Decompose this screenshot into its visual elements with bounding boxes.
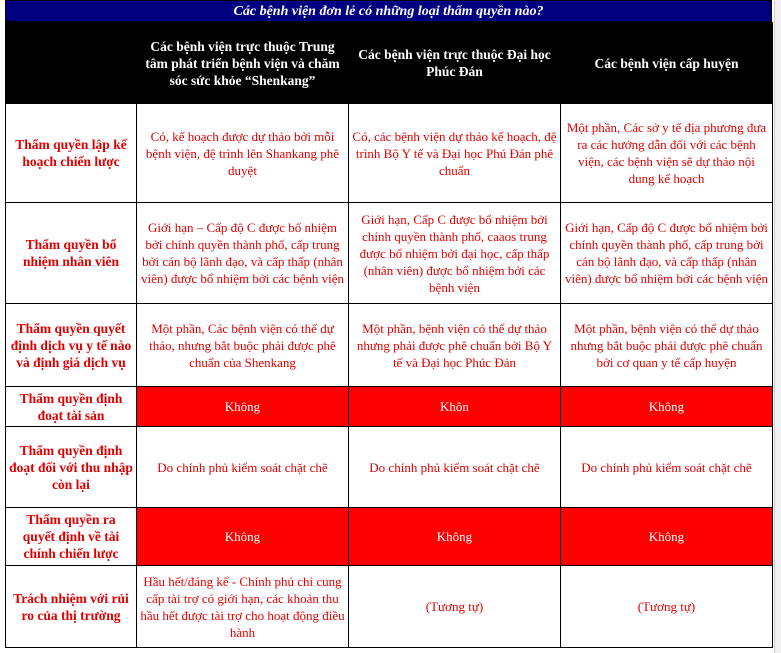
row-label: Trách nhiệm với rủi ro của thị trường bbox=[6, 566, 137, 648]
row-label: Thẩm quyền ra quyết định về tài chính chiến lược bbox=[6, 508, 137, 566]
table-cell: (Tương tự) bbox=[561, 566, 773, 648]
table-row bbox=[6, 427, 773, 508]
table-cell: Do chính phủ kiểm soát chặt chẽ bbox=[137, 427, 349, 508]
table-row bbox=[6, 203, 773, 304]
table-cell: Có, kế hoạch được dự thảo bởi mỗi bệnh viện, đệ trình lên Shankang phê duyệt bbox=[137, 104, 349, 203]
table-cell: Khôn bbox=[349, 387, 561, 427]
table-cell: Không bbox=[137, 387, 349, 427]
table-cell: Một phần, bệnh viện có thể dự thảo nhưng phải được phê chuẩn bởi Bộ Y tế và Đại học Phúc Đán bbox=[349, 304, 561, 387]
window-edge bbox=[774, 0, 781, 653]
header-cell-district: Các bệnh viện cấp huyện bbox=[561, 23, 773, 104]
row-label: Thẩm quyền định đoạt tài sản bbox=[6, 387, 137, 427]
table-cell: Giới hạn, Cấp độ C được bổ nhiệm bởi chính quyền thành phố, cấp trung bởi cán bộ lãnh đạo, và cấp thấp (nhân viên) được bổ nhiệm bởi các bệnh viện bbox=[561, 203, 773, 304]
table-cell: Không bbox=[349, 508, 561, 566]
header-cell-empty bbox=[6, 23, 137, 104]
table-cell: (Tương tự) bbox=[349, 566, 561, 648]
table-cell: Giới hạn, Cấp C được bổ nhiệm bởi chính quyền thành phố, caaos trung được bổ nhiệm bởi đại học, cấp thấp (nhân viên) được bổ nhiệm bởi các bệnh viện bbox=[349, 203, 561, 304]
row-label: Thẩm quyền lập kế hoạch chiến lược bbox=[6, 104, 137, 203]
table-cell: Có, các bệnh viện dự thảo kế hoạch, đệ trình Bộ Y tế và Đại học Phú Đán phê chuẩn bbox=[349, 104, 561, 203]
table-row bbox=[6, 387, 773, 427]
table-cell: Hầu hết/đáng kể - Chính phủ chỉ cung cấp tài trợ có giới hạn, các khoản thu hầu hết được tài trợ cho hoạt động điều hành bbox=[137, 566, 349, 648]
table-cell: Giới hạn – Cấp độ C được bổ nhiệm bởi chính quyền thành phố, cấp trung bởi cán bộ lãnh đạo, và cấp thấp (nhân viên) được bổ nhiệm bởi các bệnh viện bbox=[137, 203, 349, 304]
row-label: Thẩm quyền định đoạt đối với thu nhập còn lại bbox=[6, 427, 137, 508]
header-cell-fudan: Các bệnh viện trực thuộc Đại học Phúc Đán bbox=[349, 23, 561, 104]
table-title: Các bệnh viện đơn lẻ có những loại thẩm quyền nào? bbox=[5, 0, 772, 22]
table-cell: Không bbox=[561, 508, 773, 566]
table-row bbox=[6, 304, 773, 387]
table-cell: Một phần, Các sở y tế địa phương đưa ra các hướng dẫn đối với các bệnh viện, các bệnh viện sẽ dự thảo nội dung kế hoạch bbox=[561, 104, 773, 203]
table-cell: Do chính phủ kiểm soát chặt chẽ bbox=[349, 427, 561, 508]
header-cell-shenkang: Các bệnh viện trực thuộc Trung tâm phát triển bệnh viện và chăm sóc sức khỏe “Shenkang” bbox=[137, 23, 349, 104]
table-cell: Không bbox=[137, 508, 349, 566]
table-cell: Một phần, Các bệnh viện có thể dự thảo, nhưng bắt buộc phải được phê chuẩn của Shenkang bbox=[137, 304, 349, 387]
table-cell: Một phần, bệnh viện có thể dự thảo nhưng bắt buộc phải được phê chuẩn bởi cơ quan y tế cấp huyện bbox=[561, 304, 773, 387]
row-label: Thẩm quyền bổ nhiệm nhân viên bbox=[6, 203, 137, 304]
header-row bbox=[6, 23, 773, 104]
table-cell: Do chính phủ kiểm soát chặt chẽ bbox=[561, 427, 773, 508]
table-row bbox=[6, 566, 773, 648]
authority-table-container bbox=[5, 0, 772, 648]
table-row bbox=[6, 508, 773, 566]
row-label: Thẩm quyền quyết định dịch vụ y tế nào và định giá dịch vụ bbox=[6, 304, 137, 387]
authority-table bbox=[5, 22, 773, 648]
table-row bbox=[6, 104, 773, 203]
table-cell: Không bbox=[561, 387, 773, 427]
